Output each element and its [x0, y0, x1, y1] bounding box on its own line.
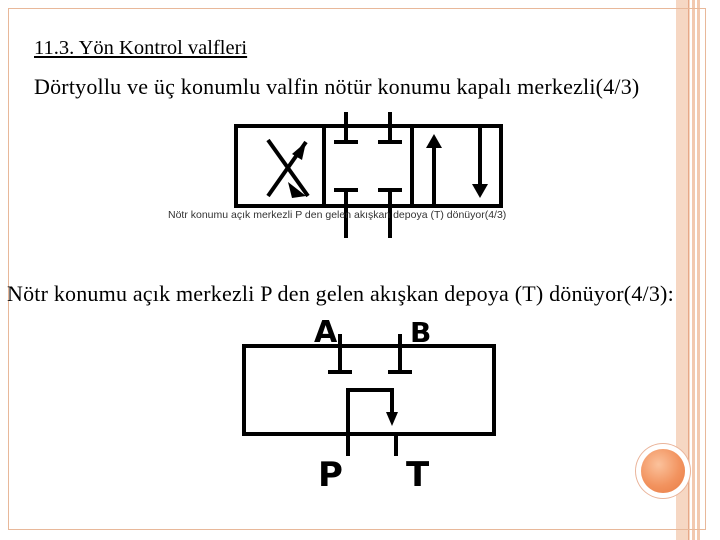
decorative-orb — [641, 449, 685, 493]
port-label-t: T — [406, 455, 430, 495]
port-label-a: A — [314, 315, 338, 350]
valve-diagram-open-center — [236, 312, 506, 502]
section-text: Nötr konumu açık merkezli P den gelen akışkan depoya (T) dönüyor(4/3): — [7, 281, 674, 306]
intro-text: Dörtyollu ve üç konumlu valfin nötür konumu kapalı merkezli(4/3) — [34, 74, 640, 99]
small-caption: Nötr konumu açık merkezli P den gelen akışkan depoya (T) dönüyor(4/3) — [168, 209, 507, 221]
valve-diagram-closed-center — [228, 112, 508, 257]
slide-title: 11.3. Yön Kontrol valfleri — [34, 37, 248, 59]
port-label-b: B — [410, 316, 432, 349]
port-label-p: P — [318, 455, 343, 495]
